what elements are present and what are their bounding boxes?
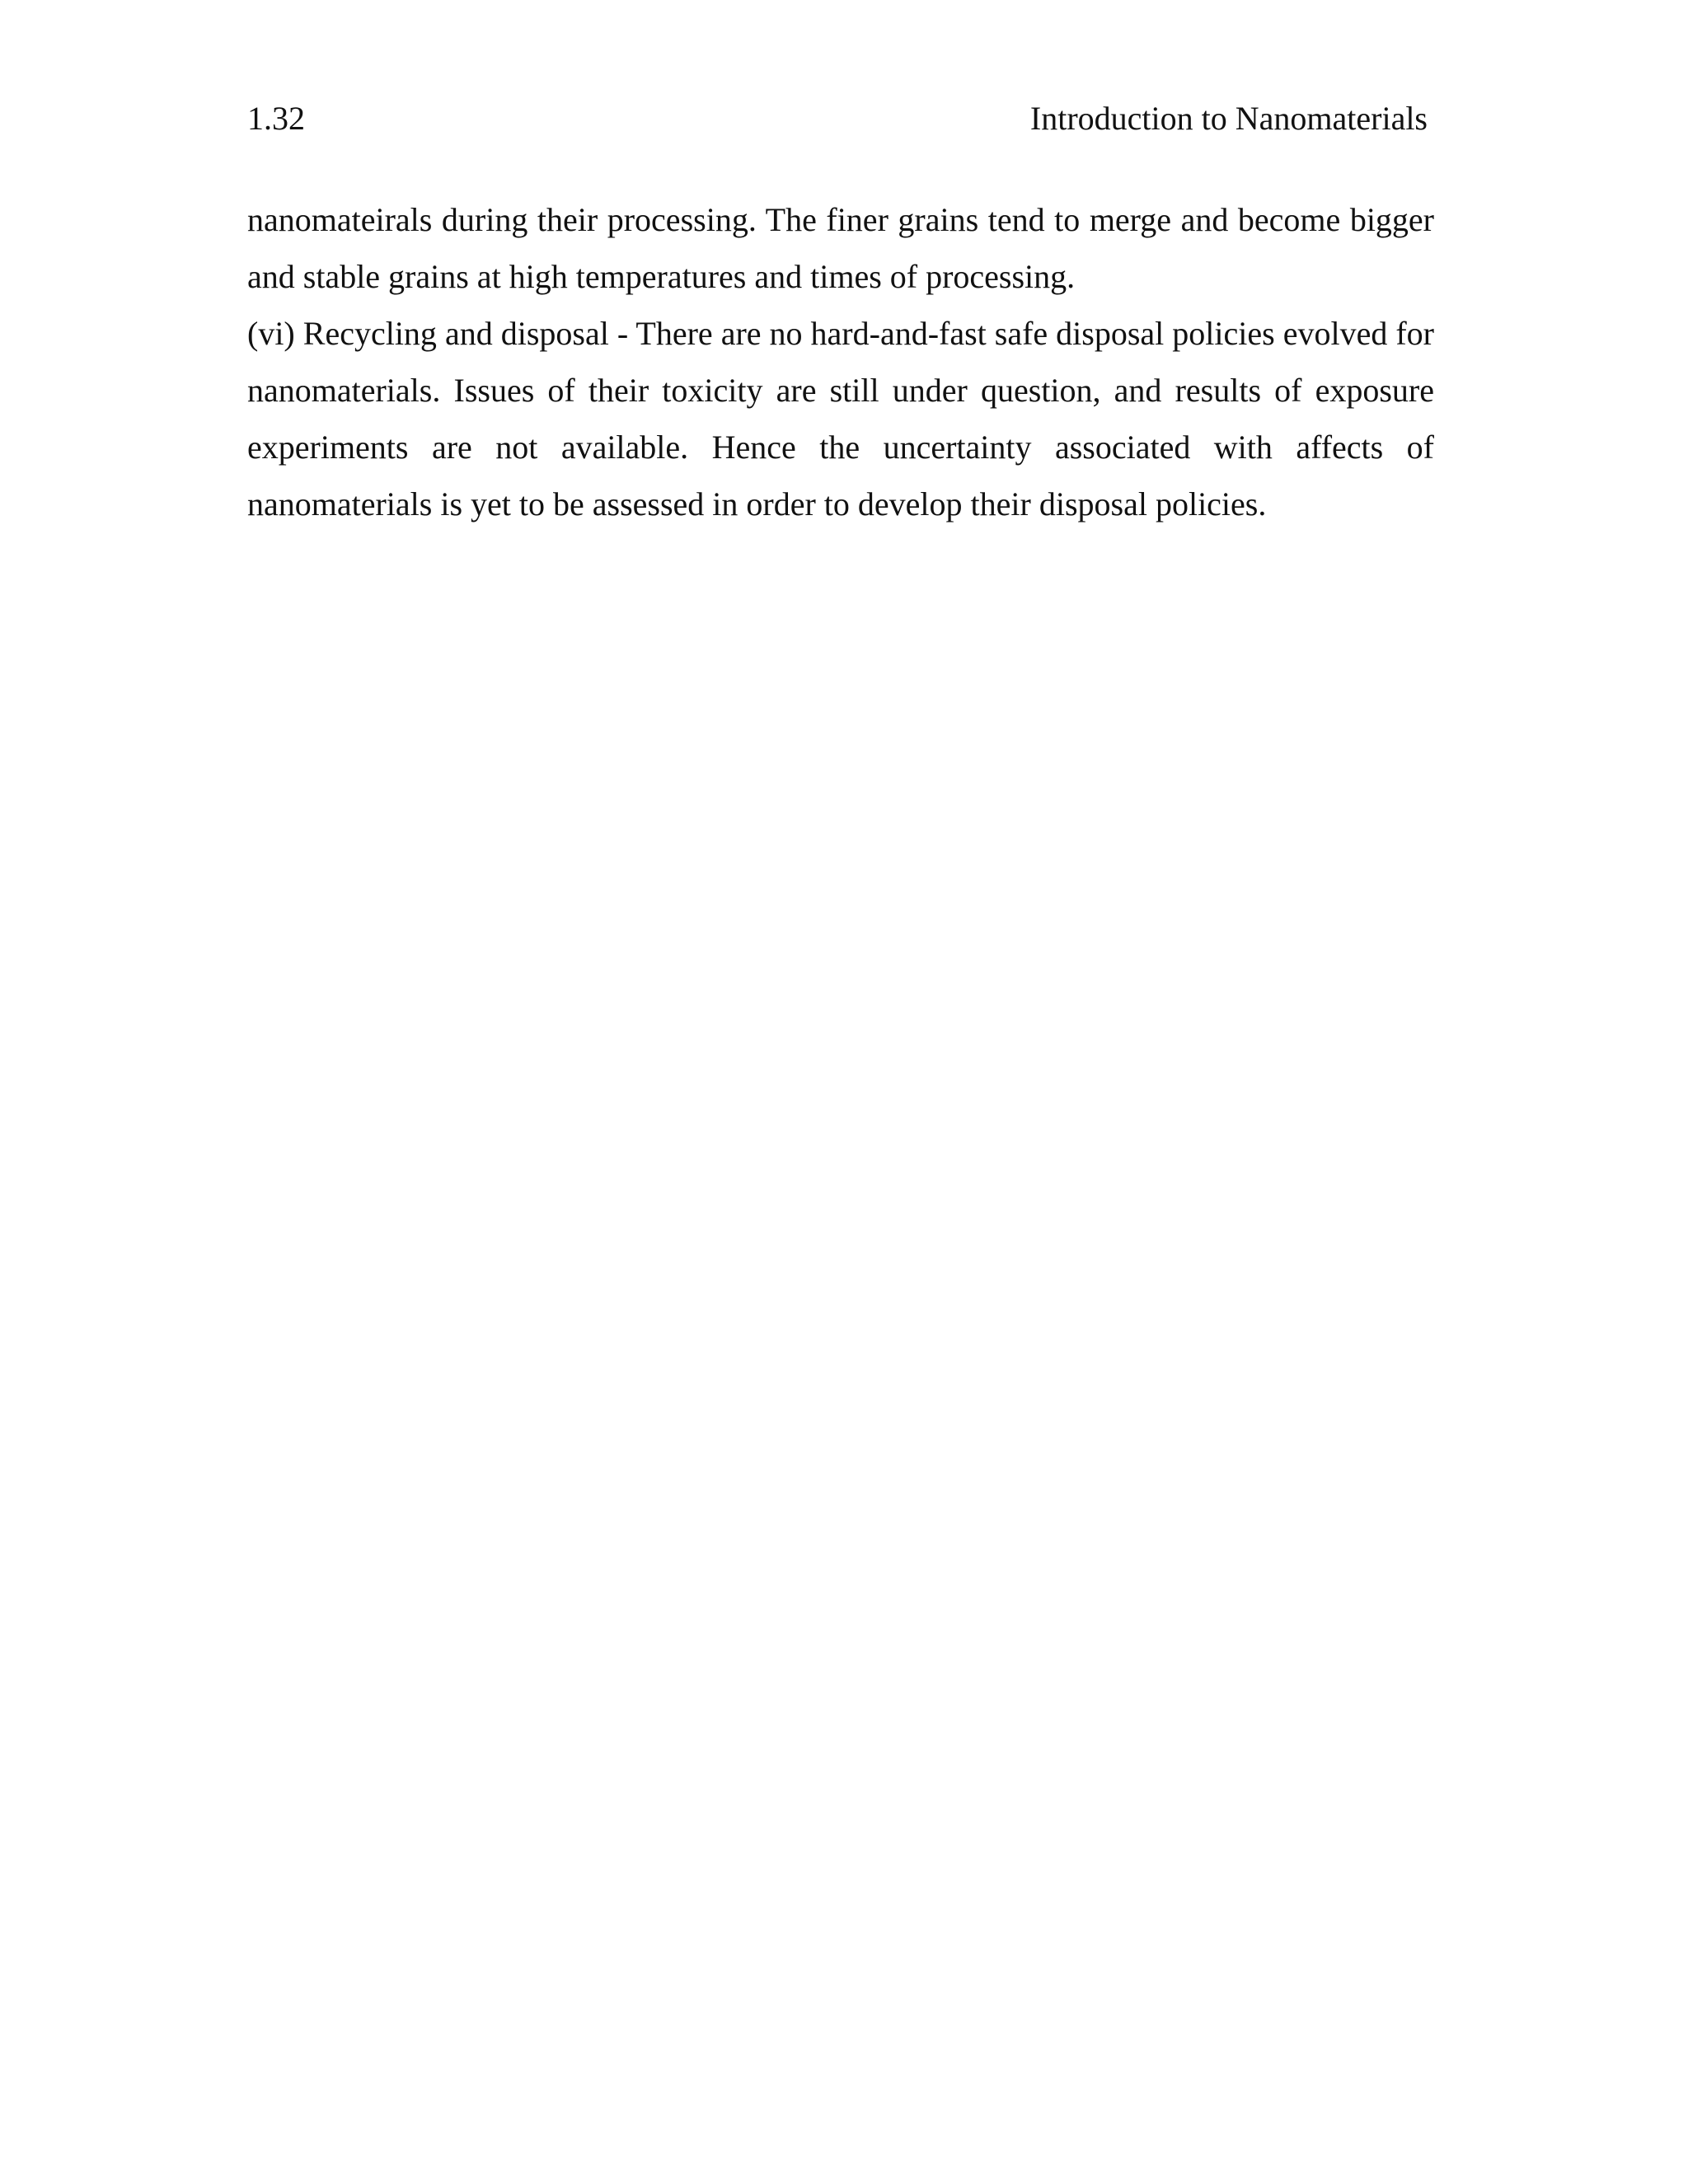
body-text xyxy=(247,191,1434,532)
page-number: 1.32 xyxy=(247,100,305,137)
running-header xyxy=(247,96,1428,142)
book-title: Introduction to Nanomaterials xyxy=(1029,100,1428,137)
paragraph-grain-growth: nanomateirals during their processing. The finer grains tend to merge and become bigger and stable grains at high temperatures and times of processing. xyxy=(247,201,1434,295)
paragraph-recycling-disposal: (vi) Recycling and disposal - There are no hard-and-fast safe disposal policies evolved for nanomaterials. Issues of their toxicity are still under question, and results of exposure experiments are not available. Hence the uncertainty associated with affects of nanomaterials is yet to be assessed in order to develop their disposal policies. xyxy=(247,315,1434,523)
